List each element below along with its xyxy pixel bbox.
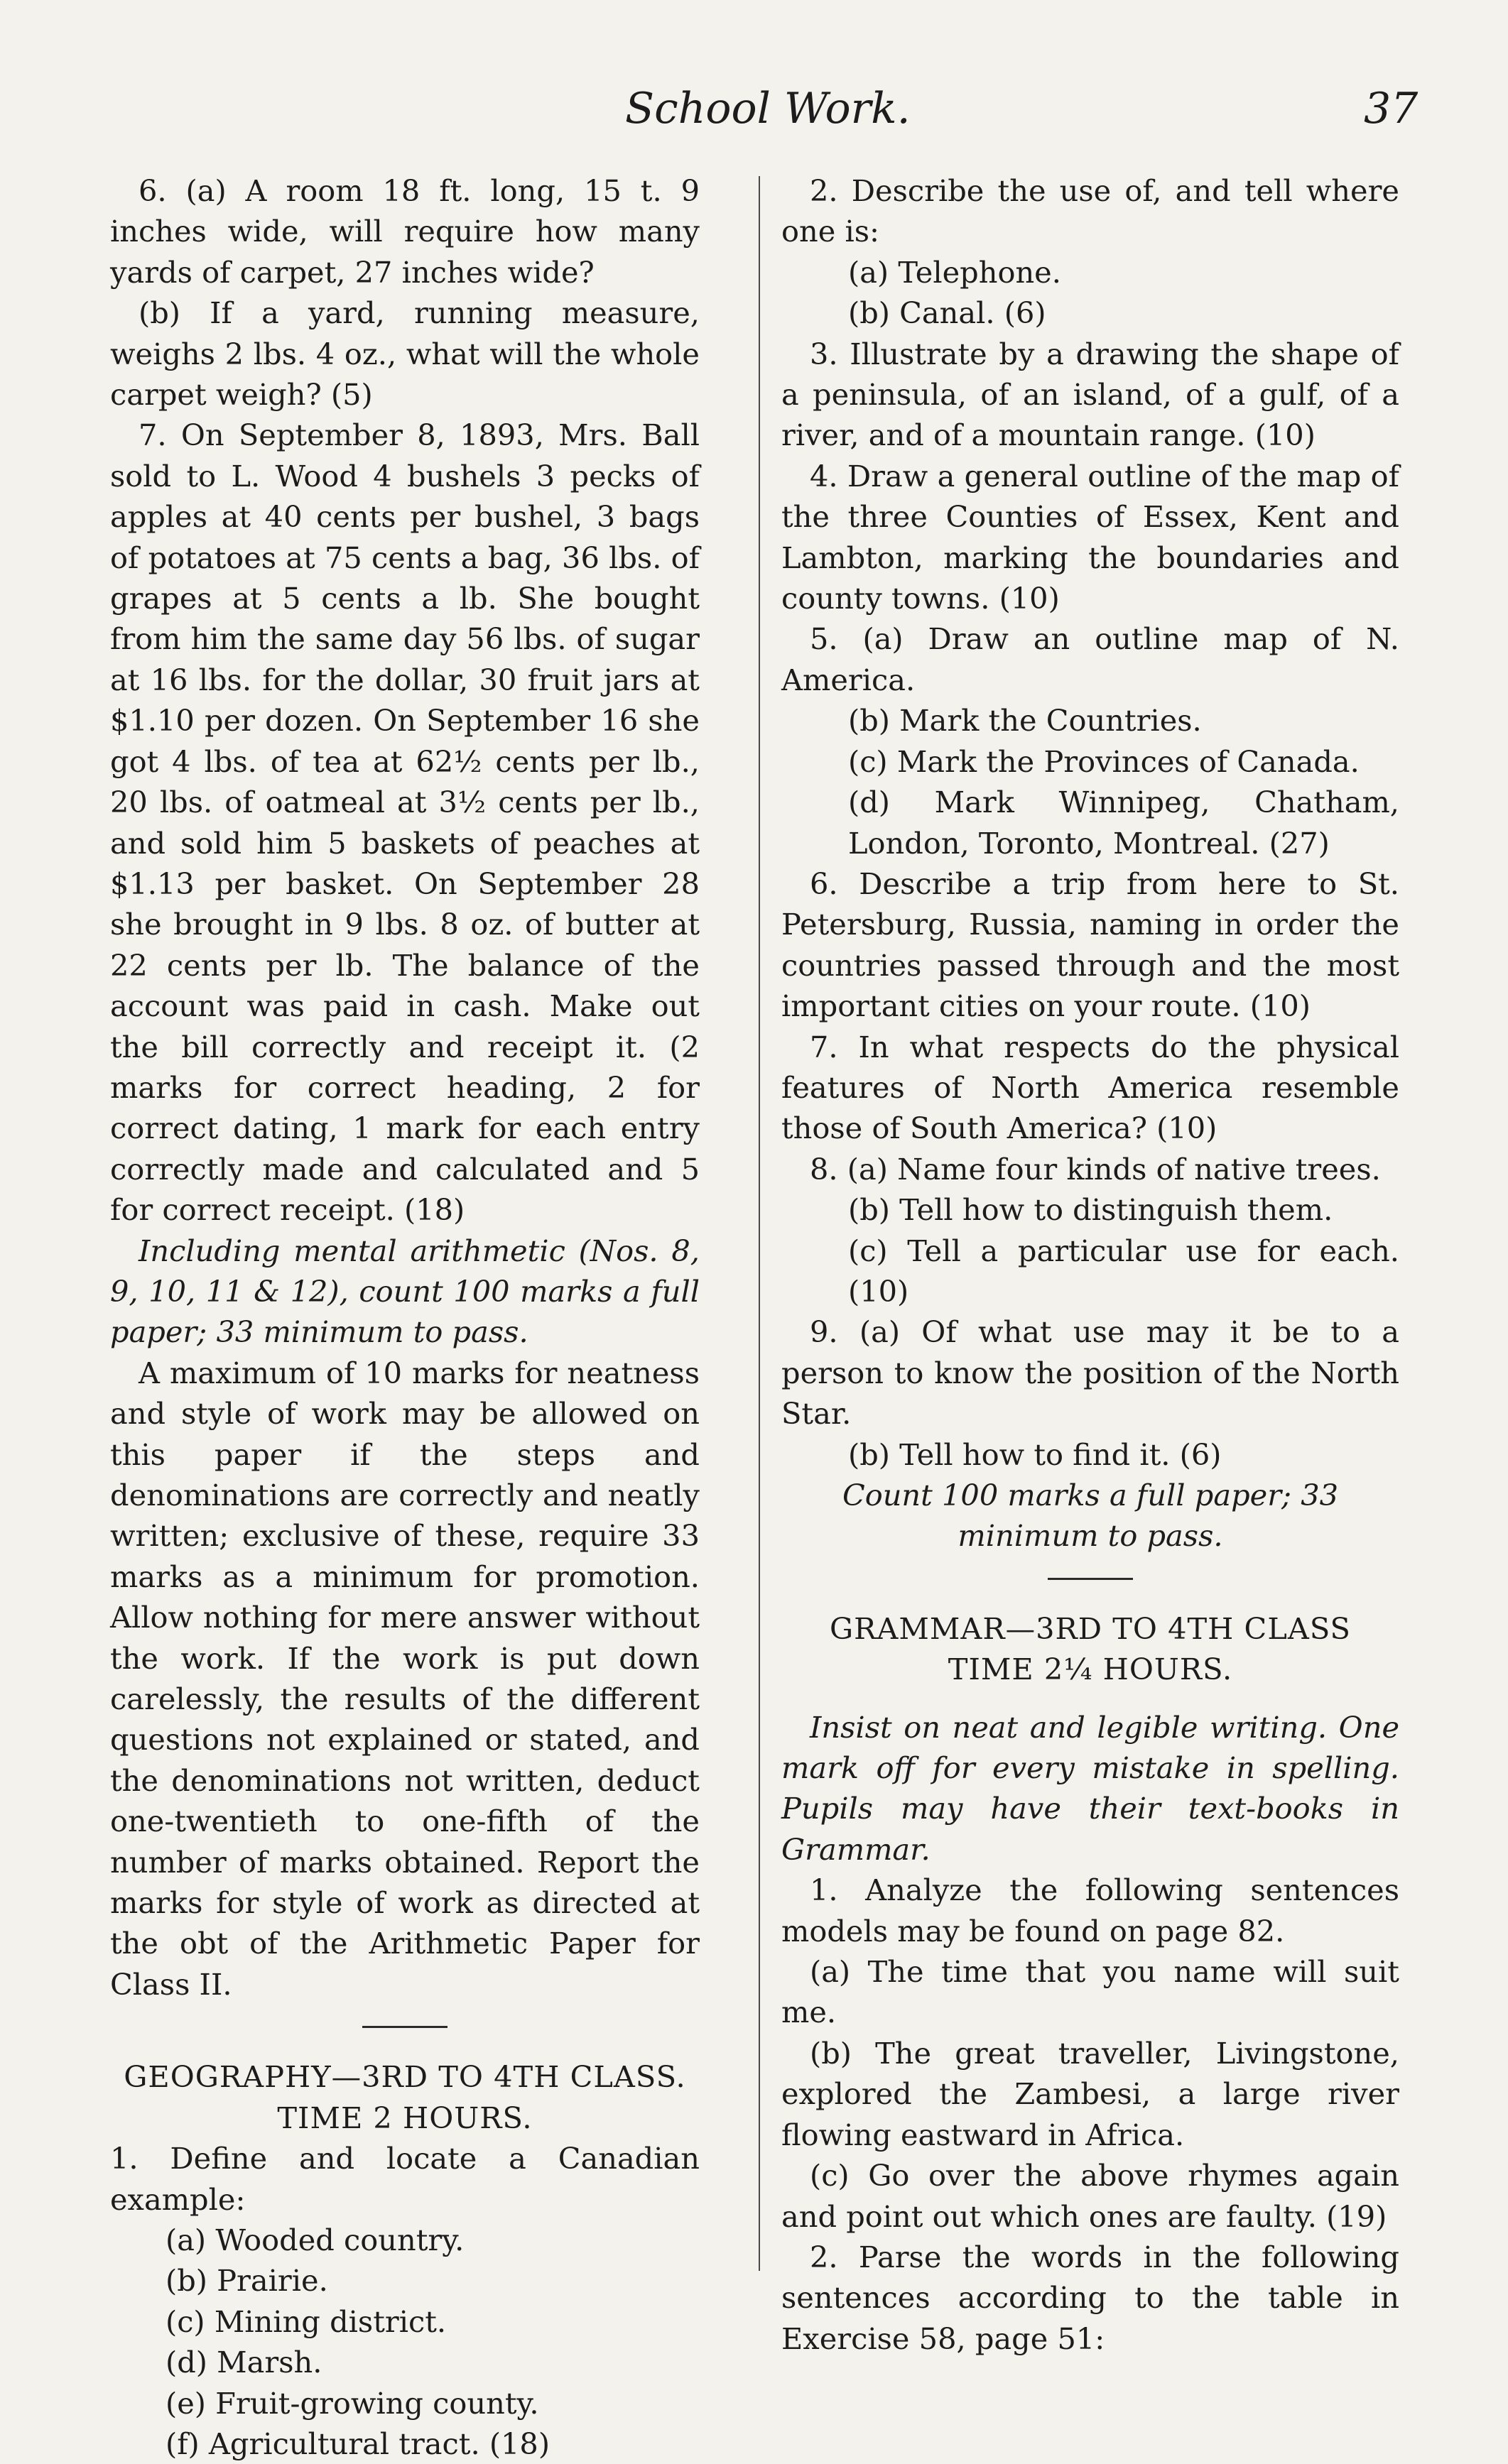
grammar-question-1c: (c) Go over the above rhymes again and point out which ones are faulty. (19) bbox=[781, 2158, 1399, 2234]
question-5b: (b) Mark the Countries. bbox=[848, 703, 1202, 738]
grammar-note: Insist on neat and legible writing. One mark off for every mistake in spelling. Pupils may have their text-books in Grammar. bbox=[781, 1709, 1399, 1867]
geography-time: TIME 2 HOURS. bbox=[277, 2100, 533, 2135]
running-head bbox=[0, 84, 1508, 148]
question-7: 7. In what respects do the physical features of North America resemble those of South America? (10) bbox=[781, 1029, 1399, 1146]
section-rule bbox=[362, 2026, 447, 2028]
geography-heading: GEOGRAPHY—3RD TO 4TH CLASS. bbox=[124, 2059, 686, 2095]
question-2b: (b) Canal. (6) bbox=[848, 295, 1046, 331]
question-5d: (d) Mark Winnipeg, Chatham, London, Toronto, Montreal. (27) bbox=[848, 785, 1399, 861]
question-7: 7. On September 8, 1893, Mrs. Ball sold to L. Wood 4 bushels 3 pecks of apples at 40 cents per bushel, 3 bags of potatoes at 75 cents a bag, 36 lbs. of grapes at 5 cents a lb. She bought from him the same day 56 lbs. of sugar at 16 lbs. for the dollar, 30 fruit jars at $1.10 per dozen. On September 16 she got 4 lbs. of tea at 62½ cents per lb., 20 lbs. of oatmeal at 3½ cents per lb., and sold him 5 baskets of peaches at $1.13 per basket. On September 28 she brought in 9 lbs. 8 oz. of butter at 22 cents per lb. The balance of the account was paid in cash. Make out the bill correctly and receipt it. (2 marks for correct heading, 2 for correct dating, 1 mark for each entry correctly made and calculated and 5 for correct receipt. (18) bbox=[110, 418, 700, 1228]
marking-note: Including mental arithmetic (Nos. 8, 9, 10, 11 & 12), count 100 marks a full paper; 33 minimum to pass. bbox=[110, 1233, 700, 1350]
geo-item-f: (f) Agricultural tract. (18) bbox=[166, 2426, 550, 2461]
column-divider bbox=[759, 176, 760, 2271]
question-6: 6. Describe a trip from here to St. Petersburg, Russia, naming in order the countries passed through and the most important cities on your route. (10) bbox=[781, 866, 1399, 1024]
geography-question-1: 1. Define and locate a Canadian example: bbox=[110, 2141, 700, 2217]
grammar-question-1: 1. Analyze the following sentences models may be found on page 82. bbox=[781, 1872, 1399, 1948]
page-number: 37 bbox=[1364, 84, 1419, 133]
question-2: 2. Describe the use of, and tell where one is: bbox=[781, 173, 1399, 249]
question-3: 3. Illustrate by a drawing the shape of a peninsula, of an island, of a gulf, of a river, and of a mountain range. (10) bbox=[781, 336, 1399, 453]
running-head-title: School Work. bbox=[625, 84, 911, 133]
question-2a: (a) Telephone. bbox=[848, 254, 1061, 290]
left-column bbox=[110, 170, 700, 2464]
grammar-question-2: 2. Parse the words in the following sentences according to the table in Exercise 58, page 51: bbox=[781, 2239, 1399, 2356]
grammar-question-1b: (b) The great traveller, Livingstone, explored the Zambesi, a large river flowing eastward in Africa. bbox=[781, 2035, 1399, 2152]
question-5a: 5. (a) Draw an outline map of N. America. bbox=[781, 621, 1399, 697]
question-6a: 6. (a) A room 18 ft. long, 15 t. 9 inches wide, will require how many yards of carpet, 27 inches wide? bbox=[110, 173, 700, 290]
question-4: 4. Draw a general outline of the map of the three Counties of Essex, Kent and Lambton, marking the boundaries and county towns. (10) bbox=[781, 458, 1399, 616]
geo-item-e: (e) Fruit-growing county. bbox=[166, 2385, 539, 2421]
grammar-heading: GRAMMAR—3RD TO 4TH CLASS bbox=[830, 1610, 1351, 1646]
question-8a: 8. (a) Name four kinds of native trees. bbox=[810, 1151, 1381, 1187]
count-note: Count 100 marks a full paper; 33 minimum to pass. bbox=[842, 1478, 1339, 1554]
question-8c: (c) Tell a particular use for each. (10) bbox=[848, 1233, 1399, 1309]
geo-item-c: (c) Mining district. bbox=[166, 2304, 447, 2339]
grammar-question-1a: (a) The time that you name will suit me. bbox=[781, 1954, 1399, 2030]
geo-item-a: (a) Wooded country. bbox=[166, 2222, 465, 2257]
question-5c: (c) Mark the Provinces of Canada. bbox=[848, 743, 1360, 779]
question-9b: (b) Tell how to find it. (6) bbox=[848, 1437, 1222, 1472]
section-rule bbox=[1048, 1578, 1133, 1580]
question-8b: (b) Tell how to distinguish them. bbox=[848, 1192, 1333, 1228]
right-column bbox=[781, 170, 1399, 2359]
neatness-paragraph: A maximum of 10 marks for neatness and style of work may be allowed on this paper if the steps and denominations are correctly and neatly written; exclusive of these, require 33 marks as a minimum for promotion. Allow nothing for mere answer without the work. If the work is put down carelessly, the results of the different questions not explained or stated, and the denominations not written, deduct one-twentieth to one-fifth of the number of marks obtained. Report the marks for style of work as directed at the obt of the Arithmetic Paper for Class II. bbox=[110, 1355, 700, 2002]
geo-item-b: (b) Prairie. bbox=[166, 2263, 328, 2299]
spacer bbox=[781, 1690, 1399, 1707]
question-9a: 9. (a) Of what use may it be to a person to know the position of the North Star. bbox=[781, 1314, 1399, 1432]
geo-item-d: (d) Marsh. bbox=[166, 2345, 322, 2380]
grammar-time: TIME 2¼ HOURS. bbox=[948, 1652, 1233, 1687]
question-6b: (b) If a yard, running measure, weighs 2 lbs. 4 oz., what will the whole carpet weigh? (5) bbox=[110, 295, 700, 413]
